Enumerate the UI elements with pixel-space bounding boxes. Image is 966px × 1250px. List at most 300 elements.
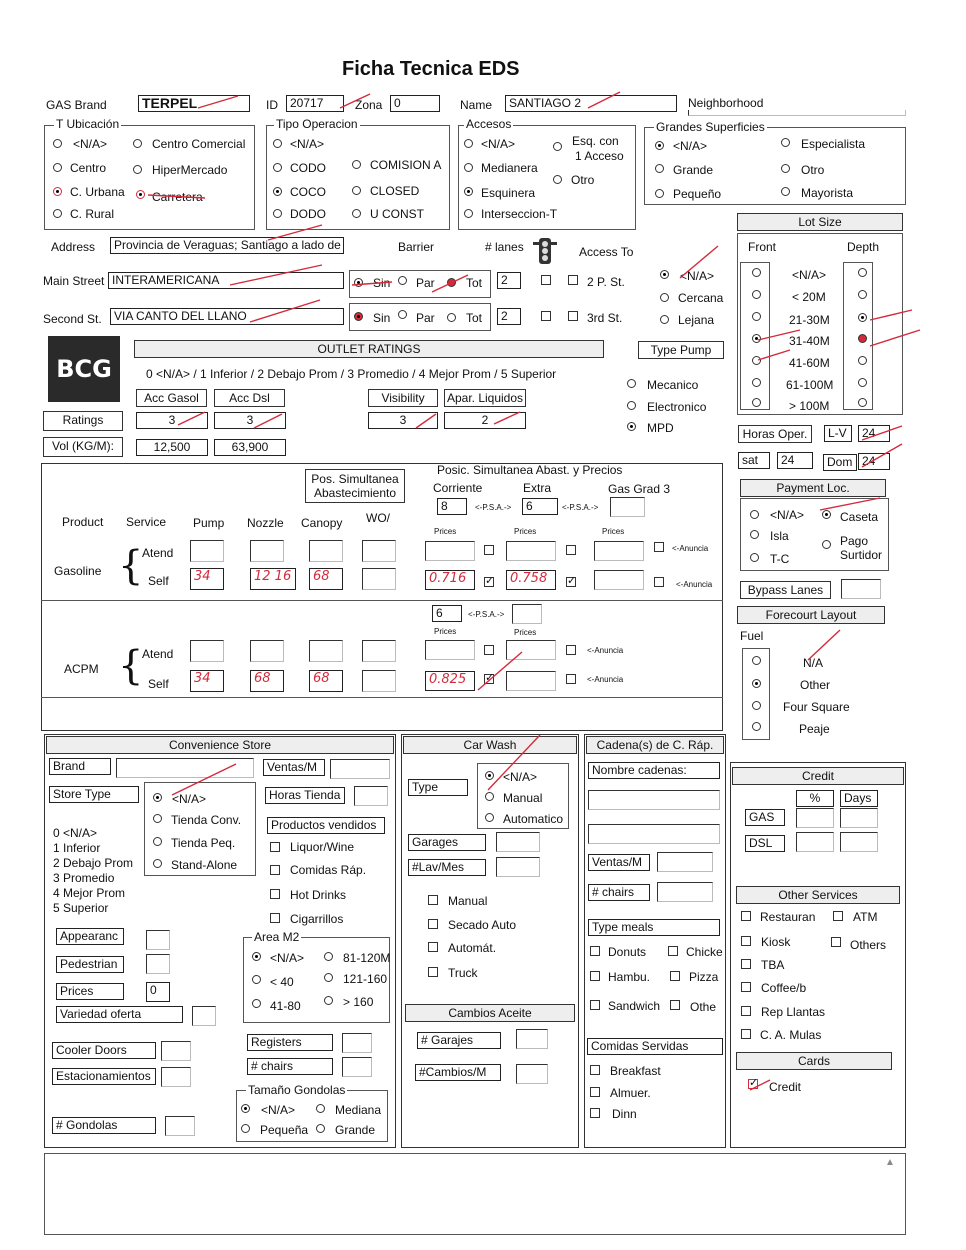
zona-field[interactable]: 0 xyxy=(390,95,440,112)
access-na-label: <N/A> xyxy=(680,269,715,283)
visibility-label: Visibility xyxy=(368,389,438,407)
second-lanes-field[interactable]: 2 xyxy=(497,308,521,325)
nombre-cadenas-label: Nombre cadenas: xyxy=(588,762,720,779)
gas-atend-wo[interactable] xyxy=(362,540,396,562)
nombre-cadenas-field-1[interactable] xyxy=(588,790,720,810)
acc-medianera-radio[interactable] xyxy=(464,163,473,172)
fore-na-label: N/A xyxy=(803,656,824,670)
wash-manual-radio[interactable] xyxy=(485,792,494,801)
second-pst-label: 3rd St. xyxy=(587,311,623,325)
traffic-light-icon xyxy=(533,236,557,266)
meal-other-check[interactable] xyxy=(670,1000,680,1010)
op-closed-radio[interactable] xyxy=(352,186,361,195)
serv-dinn-check[interactable] xyxy=(590,1108,600,1118)
tam-grande-radio[interactable] xyxy=(316,1124,325,1133)
pay-pago-radio[interactable] xyxy=(822,540,831,549)
credit-days-label: Days xyxy=(840,790,878,807)
svc-coffee-check[interactable] xyxy=(741,982,751,992)
svc-tba-check[interactable] xyxy=(741,959,751,969)
conv-ventas-field[interactable] xyxy=(330,759,390,779)
neighborhood-field[interactable] xyxy=(688,110,906,116)
id-field[interactable]: 20717 xyxy=(286,95,344,112)
variedad-field[interactable] xyxy=(192,1006,216,1026)
wash-automat-check[interactable] xyxy=(428,942,438,952)
ubic-carretera-radio[interactable] xyxy=(136,190,145,199)
tam-mediana-radio[interactable] xyxy=(316,1104,325,1113)
serv-dinn-label: Dinn xyxy=(612,1107,637,1121)
main-pst-check[interactable] xyxy=(568,275,578,285)
area-na-label: <N/A> xyxy=(270,951,305,965)
area-title: Area M2 xyxy=(254,930,300,944)
cooler-field[interactable] xyxy=(161,1041,191,1061)
svc-kiosk-check[interactable] xyxy=(741,936,751,946)
bypass-lanes-field[interactable] xyxy=(841,579,881,599)
second-tot-radio[interactable] xyxy=(447,313,456,322)
lot-row-0: <N/A> xyxy=(792,268,827,282)
lot-depth-6[interactable] xyxy=(858,398,867,407)
area-41-radio[interactable] xyxy=(252,999,261,1008)
conv-chairs-field[interactable] xyxy=(342,1057,372,1077)
posic-simultanea-label: Posic. Simultanea Abast. y Precios xyxy=(437,463,623,477)
acpm-atend-price2[interactable] xyxy=(506,640,556,660)
op-na-radio[interactable] xyxy=(273,139,282,148)
acc-na-radio[interactable] xyxy=(464,139,473,148)
fuel-label: Fuel xyxy=(740,629,764,643)
wash-na-radio[interactable] xyxy=(485,771,494,780)
sup-grande-radio[interactable] xyxy=(655,164,664,173)
tam-na-radio[interactable] xyxy=(241,1104,250,1113)
acc-esq-radio[interactable] xyxy=(553,142,562,151)
name-label: Name xyxy=(460,98,493,112)
sup-na-radio[interactable] xyxy=(655,141,664,150)
prices-field[interactable]: 0 xyxy=(146,982,170,1002)
anuncia-label-3: <-Anuncia xyxy=(587,646,624,655)
cadena-header: Cadena(s) de C. Ráp. xyxy=(586,736,724,754)
pos-simultanea-label: Pos. Simultanea Abastecimiento xyxy=(305,469,405,503)
wash-secado-check[interactable] xyxy=(428,919,438,929)
main-tot-radio[interactable] xyxy=(447,278,456,287)
wash-manual-check[interactable] xyxy=(428,895,438,905)
page-title: Ficha Tecnica EDS xyxy=(342,58,520,80)
meal-sandwich-label: Sandwich xyxy=(608,999,661,1013)
rating-acc-dsl[interactable]: 3 xyxy=(214,412,286,429)
acc-intersec-label: Interseccion-T xyxy=(481,207,558,221)
credit-gas-label: GAS xyxy=(745,809,785,826)
extra-psa-field[interactable]: 6 xyxy=(522,498,558,515)
main-light-check[interactable] xyxy=(541,275,551,285)
lot-front-2[interactable] xyxy=(752,312,761,321)
acpm-atend-pump[interactable] xyxy=(190,640,224,662)
rating-visibility[interactable]: 3 xyxy=(368,412,438,429)
barrier-label: Barrier xyxy=(398,240,435,254)
meal-hambu-check[interactable] xyxy=(590,971,600,981)
wash-truck-label: Truck xyxy=(448,966,478,980)
op-uconst-radio[interactable] xyxy=(352,209,361,218)
wash-auto-radio[interactable] xyxy=(485,813,494,822)
pump-electronico-radio[interactable] xyxy=(627,401,636,410)
main-sin-radio[interactable] xyxy=(354,278,363,287)
svc-mulas-check[interactable] xyxy=(741,1029,751,1039)
lot-depth-4[interactable] xyxy=(858,356,867,365)
fore-peaje-radio[interactable] xyxy=(752,722,761,731)
rating-acc-gasol[interactable]: 3 xyxy=(136,412,208,429)
conv-scale-5: 5 Superior xyxy=(53,901,109,915)
ubic-urbana-radio[interactable] xyxy=(53,187,62,196)
ubicacion-title: T Ubicación xyxy=(56,117,120,131)
lv-field[interactable]: 24 xyxy=(858,425,890,442)
lot-depth-2[interactable] xyxy=(858,313,867,322)
acpm-atend-price1[interactable] xyxy=(425,640,475,660)
gas-self-pump[interactable]: 34 xyxy=(190,568,224,590)
gas-self-wo[interactable] xyxy=(362,568,396,590)
sup-pequeno-radio[interactable] xyxy=(655,189,664,198)
cadena-ventas-label: Ventas/M xyxy=(588,854,650,871)
acpm-atend-anuncia2[interactable] xyxy=(566,645,576,655)
sup-mayorista-radio[interactable] xyxy=(781,187,790,196)
fore-four-radio[interactable] xyxy=(752,701,761,710)
svc-others-check[interactable] xyxy=(831,937,841,947)
pay-na-radio[interactable] xyxy=(750,510,759,519)
ubic-hiper-label: HiperMercado xyxy=(152,163,228,177)
fore-other-radio[interactable] xyxy=(752,679,761,688)
gas-atend-price2[interactable] xyxy=(506,541,556,561)
op-dodo-radio[interactable] xyxy=(273,209,282,218)
lot-row-1: < 20M xyxy=(792,290,826,304)
gondolas-field[interactable] xyxy=(165,1116,195,1136)
lav-field[interactable] xyxy=(496,857,540,877)
credit-dsl-pct[interactable] xyxy=(796,832,834,852)
gas-atend-anuncia3[interactable] xyxy=(654,542,664,552)
area-81-label: 81-120M xyxy=(343,951,391,965)
gas-self-anuncia3[interactable] xyxy=(654,577,664,587)
product-label: Product xyxy=(62,515,104,529)
horas-tienda-label: Horas Tienda xyxy=(265,787,345,804)
gas-self-price1[interactable]: 0.716 xyxy=(425,570,475,590)
registers-label: Registers xyxy=(247,1034,333,1051)
ubic-centro-comercial-radio[interactable] xyxy=(133,139,142,148)
acpm-self-label: Self xyxy=(148,677,169,691)
ubic-hiper-radio[interactable] xyxy=(133,165,142,174)
pedestrian-field[interactable] xyxy=(146,954,170,974)
wash-truck-check[interactable] xyxy=(428,967,438,977)
nombre-cadenas-field-2[interactable] xyxy=(588,824,720,844)
tamano-title: Tamaño Gondolas xyxy=(248,1083,346,1097)
prod-liquor-check[interactable] xyxy=(270,842,280,852)
lot-depth-3[interactable] xyxy=(858,334,867,343)
credit-gas-days[interactable] xyxy=(840,808,878,828)
lot-front-4[interactable] xyxy=(752,356,761,365)
appearance-field[interactable] xyxy=(146,930,170,950)
estacion-field[interactable] xyxy=(161,1067,191,1087)
superficies-title: Grandes Superficies xyxy=(656,120,765,134)
conv-scale-1: 1 Inferior xyxy=(53,841,101,855)
outlet-ratings-header: OUTLET RATINGS xyxy=(134,340,604,358)
acc-na-label: <N/A> xyxy=(481,137,516,151)
tam-mediana-label: Mediana xyxy=(335,1103,382,1117)
svc-others-label: Others xyxy=(850,938,887,952)
main-par-radio[interactable] xyxy=(398,276,407,285)
dom-field[interactable]: 24 xyxy=(858,453,890,470)
acpm-psa-field[interactable]: 6 xyxy=(432,605,462,622)
store-type-peq-radio[interactable] xyxy=(153,837,162,846)
vol-dsl[interactable]: 63,900 xyxy=(214,439,286,456)
gas-atend-canopy[interactable] xyxy=(309,540,343,562)
acpm-self-anuncia1[interactable] xyxy=(484,674,494,684)
pump-electronico-label: Electronico xyxy=(647,400,707,414)
garajes-field[interactable] xyxy=(516,1029,548,1049)
serv-breakfast-check[interactable] xyxy=(590,1065,600,1075)
pump-mpd-radio[interactable] xyxy=(627,422,636,431)
ubic-centro-comercial-label: Centro Comercial xyxy=(152,137,246,151)
psa-label-3: <-P.S.A.-> xyxy=(468,610,505,619)
ubic-rural-radio[interactable] xyxy=(53,209,62,218)
op-uconst-label: U CONST xyxy=(370,207,424,221)
acpm-self-price2[interactable] xyxy=(506,671,556,691)
meal-sandwich-check[interactable] xyxy=(590,1000,600,1010)
acpm-atend-anuncia1[interactable] xyxy=(484,645,494,655)
fore-na-radio[interactable] xyxy=(752,656,761,665)
pay-isla-radio[interactable] xyxy=(750,530,759,539)
gas-atend-anuncia1[interactable] xyxy=(484,545,494,555)
gas-self-canopy[interactable]: 68 xyxy=(309,568,343,590)
area-121-radio[interactable] xyxy=(324,973,333,982)
sat-field[interactable]: 24 xyxy=(777,452,813,469)
meal-donuts-label: Donuts xyxy=(608,945,647,959)
lot-front-6[interactable] xyxy=(752,398,761,407)
lot-front-5[interactable] xyxy=(752,378,761,387)
corriente-label: Corriente xyxy=(433,481,483,495)
tam-pequena-label: Pequeña xyxy=(260,1123,309,1137)
pump-mecanico-radio[interactable] xyxy=(627,379,636,388)
wash-manual-check-label: Manual xyxy=(448,894,488,908)
lot-row-2: 21-30M xyxy=(789,313,830,327)
second-pst-check[interactable] xyxy=(568,311,578,321)
cadena-chairs-field[interactable] xyxy=(657,882,713,902)
sup-otro-radio[interactable] xyxy=(781,164,790,173)
gas-atend-price1[interactable] xyxy=(425,541,475,561)
registers-field[interactable] xyxy=(342,1033,372,1053)
op-comision-label: COMISION A xyxy=(370,158,442,172)
forecourt-header: Forecourt Layout xyxy=(737,606,885,624)
gas-self-nozzle[interactable]: 12 16 xyxy=(250,568,296,590)
wash-auto-label: Automatico xyxy=(503,812,564,826)
main-tot-label: Tot xyxy=(466,276,483,290)
meal-chicken-check[interactable] xyxy=(668,946,678,956)
acc-intersec-radio[interactable] xyxy=(464,209,473,218)
other-services-header: Other Services xyxy=(736,886,900,904)
cambios-field[interactable] xyxy=(516,1064,548,1084)
lot-depth-1[interactable] xyxy=(858,290,867,299)
gas-self-anuncia1[interactable] xyxy=(484,577,494,587)
cooler-label: Cooler Doors xyxy=(52,1042,156,1059)
gas-self-price3[interactable] xyxy=(594,570,644,590)
ubic-rural-label: C. Rural xyxy=(70,207,115,221)
area-81-radio[interactable] xyxy=(324,952,333,961)
main-street-field[interactable]: INTERAMERICANA xyxy=(108,272,344,289)
productos-label: Productos vendidos xyxy=(267,817,385,834)
main-lanes-field[interactable]: 2 xyxy=(497,272,521,289)
sup-especialista-radio[interactable] xyxy=(781,138,790,147)
gas-atend-nozzle[interactable] xyxy=(250,540,284,562)
ubic-na-label: <N/A> xyxy=(73,137,108,151)
second-sin-label: Sin xyxy=(373,311,391,325)
acpm-self-nozzle[interactable]: 68 xyxy=(250,670,284,692)
acc-esquinera-radio[interactable] xyxy=(464,187,473,196)
op-codo-radio[interactable] xyxy=(273,163,282,172)
prod-comidas-check[interactable] xyxy=(270,865,280,875)
payment-loc-header: Payment Loc. xyxy=(740,479,886,497)
notes-scroll-up-icon[interactable]: ▲ xyxy=(885,1157,895,1168)
acpm-atend-canopy[interactable] xyxy=(309,640,343,662)
op-codo-label: CODO xyxy=(290,161,326,175)
second-par-label: Par xyxy=(416,311,435,325)
lot-depth-0[interactable] xyxy=(858,268,867,277)
anuncia-label-2: <-Anuncia xyxy=(676,580,713,589)
second-par-radio[interactable] xyxy=(398,310,407,319)
store-type-stand-label: Stand-Alone xyxy=(171,858,238,872)
acpm-self-canopy[interactable]: 68 xyxy=(309,670,343,692)
gas3-psa-field[interactable] xyxy=(610,497,645,517)
conv-scale-3: 3 Promedio xyxy=(53,871,115,885)
cadena-ventas-field[interactable] xyxy=(657,852,713,872)
pay-caseta-radio[interactable] xyxy=(822,510,831,519)
fore-peaje-label: Peaje xyxy=(799,722,830,736)
svc-restauran-check[interactable] xyxy=(741,911,751,921)
prod-cigarrillos-check[interactable] xyxy=(270,913,280,923)
credit-dsl-days[interactable] xyxy=(840,832,878,852)
wash-type-label: Type xyxy=(408,779,468,796)
area-40-radio[interactable] xyxy=(252,975,261,984)
tam-pequena-radio[interactable] xyxy=(241,1124,250,1133)
main-pst-label: 2 P. St. xyxy=(587,275,625,289)
acpm-self-pump[interactable]: 34 xyxy=(190,670,224,692)
lanes-label: # lanes xyxy=(485,240,524,254)
area-na-radio[interactable] xyxy=(252,952,261,961)
acpm-self-anuncia2[interactable] xyxy=(566,674,576,684)
gas3-label: Gas Grad 3 xyxy=(608,482,671,496)
second-light-check[interactable] xyxy=(541,311,551,321)
op-coco-label: COCO xyxy=(290,185,326,199)
lav-label: #Lav/Mes xyxy=(408,859,486,876)
access-na-radio[interactable] xyxy=(660,270,669,279)
gas-atend-pump[interactable] xyxy=(190,540,224,562)
acpm-self-wo[interactable] xyxy=(362,670,396,692)
vol-gasol[interactable]: 12,500 xyxy=(136,439,208,456)
gas-atend-anuncia2[interactable] xyxy=(566,545,576,555)
svc-coffee-label: Coffee/b xyxy=(761,981,807,995)
notes-area[interactable] xyxy=(44,1153,906,1235)
nozzle-label: Nozzle xyxy=(247,516,284,530)
area-160-radio[interactable] xyxy=(324,996,333,1005)
ubic-centro-radio[interactable] xyxy=(53,163,62,172)
svc-atm-label: ATM xyxy=(853,910,878,924)
lot-front-1[interactable] xyxy=(752,290,761,299)
name-field[interactable]: SANTIAGO 2 xyxy=(505,95,677,112)
second-sin-radio[interactable] xyxy=(354,312,363,321)
main-sin-label: Sin xyxy=(373,276,391,290)
convenience-header: Convenience Store xyxy=(46,736,394,754)
wash-manual-label: Manual xyxy=(503,791,543,805)
wash-na-label: <N/A> xyxy=(503,770,538,784)
lot-front-3[interactable] xyxy=(752,334,761,343)
pump-mpd-label: MPD xyxy=(647,421,674,435)
outlet-scale-text: 0 <N/A> / 1 Inferior / 2 Debajo Prom / 3 Promedio / 4 Mejor Prom / 5 Superior xyxy=(146,367,557,381)
store-type-na-radio[interactable] xyxy=(153,793,162,802)
area-121-label: 121-160 xyxy=(343,972,388,986)
store-type-conv-radio[interactable] xyxy=(153,814,162,823)
accesos-title: Accesos xyxy=(466,117,512,131)
ubic-na-radio[interactable] xyxy=(53,139,62,148)
gas-self-anuncia2[interactable] xyxy=(566,577,576,587)
gas-self-price2[interactable]: 0.758 xyxy=(506,570,556,590)
corriente-psa-field[interactable]: 8 xyxy=(437,498,467,515)
lot-row-6: > 100M xyxy=(789,399,830,413)
sup-grande-label: Grande xyxy=(673,163,714,177)
acc-dsl-label: Acc Dsl xyxy=(214,389,285,407)
lot-size-header: Lot Size xyxy=(737,213,903,231)
cards-credit-check[interactable] xyxy=(748,1079,758,1089)
op-comision-radio[interactable] xyxy=(352,160,361,169)
store-type-label: Store Type xyxy=(49,786,139,803)
fore-four-label: Four Square xyxy=(783,700,850,714)
credit-gas-pct[interactable] xyxy=(796,808,834,828)
ubic-carretera-label: Carretera xyxy=(152,190,203,204)
prod-hotdrinks-label: Hot Drinks xyxy=(290,888,347,902)
gas-atend-label: Atend xyxy=(142,546,174,560)
conv-brand-field[interactable] xyxy=(116,758,254,778)
dom-label: Dom xyxy=(823,454,857,471)
acpm-psa-field-2[interactable] xyxy=(512,604,542,624)
meal-chicken-label: Chicke xyxy=(686,945,723,959)
gasoline-label: Gasoline xyxy=(54,564,102,578)
svc-atm-check[interactable] xyxy=(833,911,843,921)
horas-tienda-field[interactable] xyxy=(354,786,388,806)
acpm-atend-nozzle[interactable] xyxy=(250,640,284,662)
lot-front-0[interactable] xyxy=(752,268,761,277)
pay-tc-radio[interactable] xyxy=(750,553,759,562)
lot-depth-5[interactable] xyxy=(858,378,867,387)
meal-donuts-check[interactable] xyxy=(590,946,600,956)
gas-atend-price3[interactable] xyxy=(594,541,644,561)
pay-caseta-label: Caseta xyxy=(840,510,879,524)
access-cercana-radio[interactable] xyxy=(660,293,669,302)
gas-brand-field[interactable]: TERPEL xyxy=(138,95,250,112)
meal-other-label: Othe xyxy=(690,1000,717,1014)
prod-hotdrinks-check[interactable] xyxy=(270,889,280,899)
op-coco-radio[interactable] xyxy=(273,187,282,196)
acc-otro-radio[interactable] xyxy=(553,175,562,184)
credit-header: Credit xyxy=(732,767,904,785)
area-160-label: > 160 xyxy=(343,995,374,1009)
neighborhood-label: Neighborhood xyxy=(688,96,764,110)
address-field[interactable]: Provincia de Veraguas; Santiago a lado de xyxy=(110,237,344,254)
garages-field[interactable] xyxy=(496,832,540,852)
meal-pizza-check[interactable] xyxy=(670,971,680,981)
acpm-self-price1[interactable]: 0.825 xyxy=(425,671,475,691)
store-type-stand-radio[interactable] xyxy=(153,859,162,868)
pump-label: Pump xyxy=(193,516,225,530)
rating-apar[interactable]: 2 xyxy=(444,412,526,429)
conv-chairs-label: # chairs xyxy=(247,1058,333,1075)
svc-llantas-check[interactable] xyxy=(741,1006,751,1016)
second-st-field[interactable]: VIA CANTO DEL LLANO xyxy=(110,308,344,325)
svc-llantas-label: Rep Llantas xyxy=(761,1005,826,1019)
access-lejana-radio[interactable] xyxy=(660,315,669,324)
serv-almuer-check[interactable] xyxy=(590,1087,600,1097)
pay-tc-label: T-C xyxy=(770,552,790,566)
acpm-atend-wo[interactable] xyxy=(362,640,396,662)
fore-other-label: Other xyxy=(800,678,831,692)
